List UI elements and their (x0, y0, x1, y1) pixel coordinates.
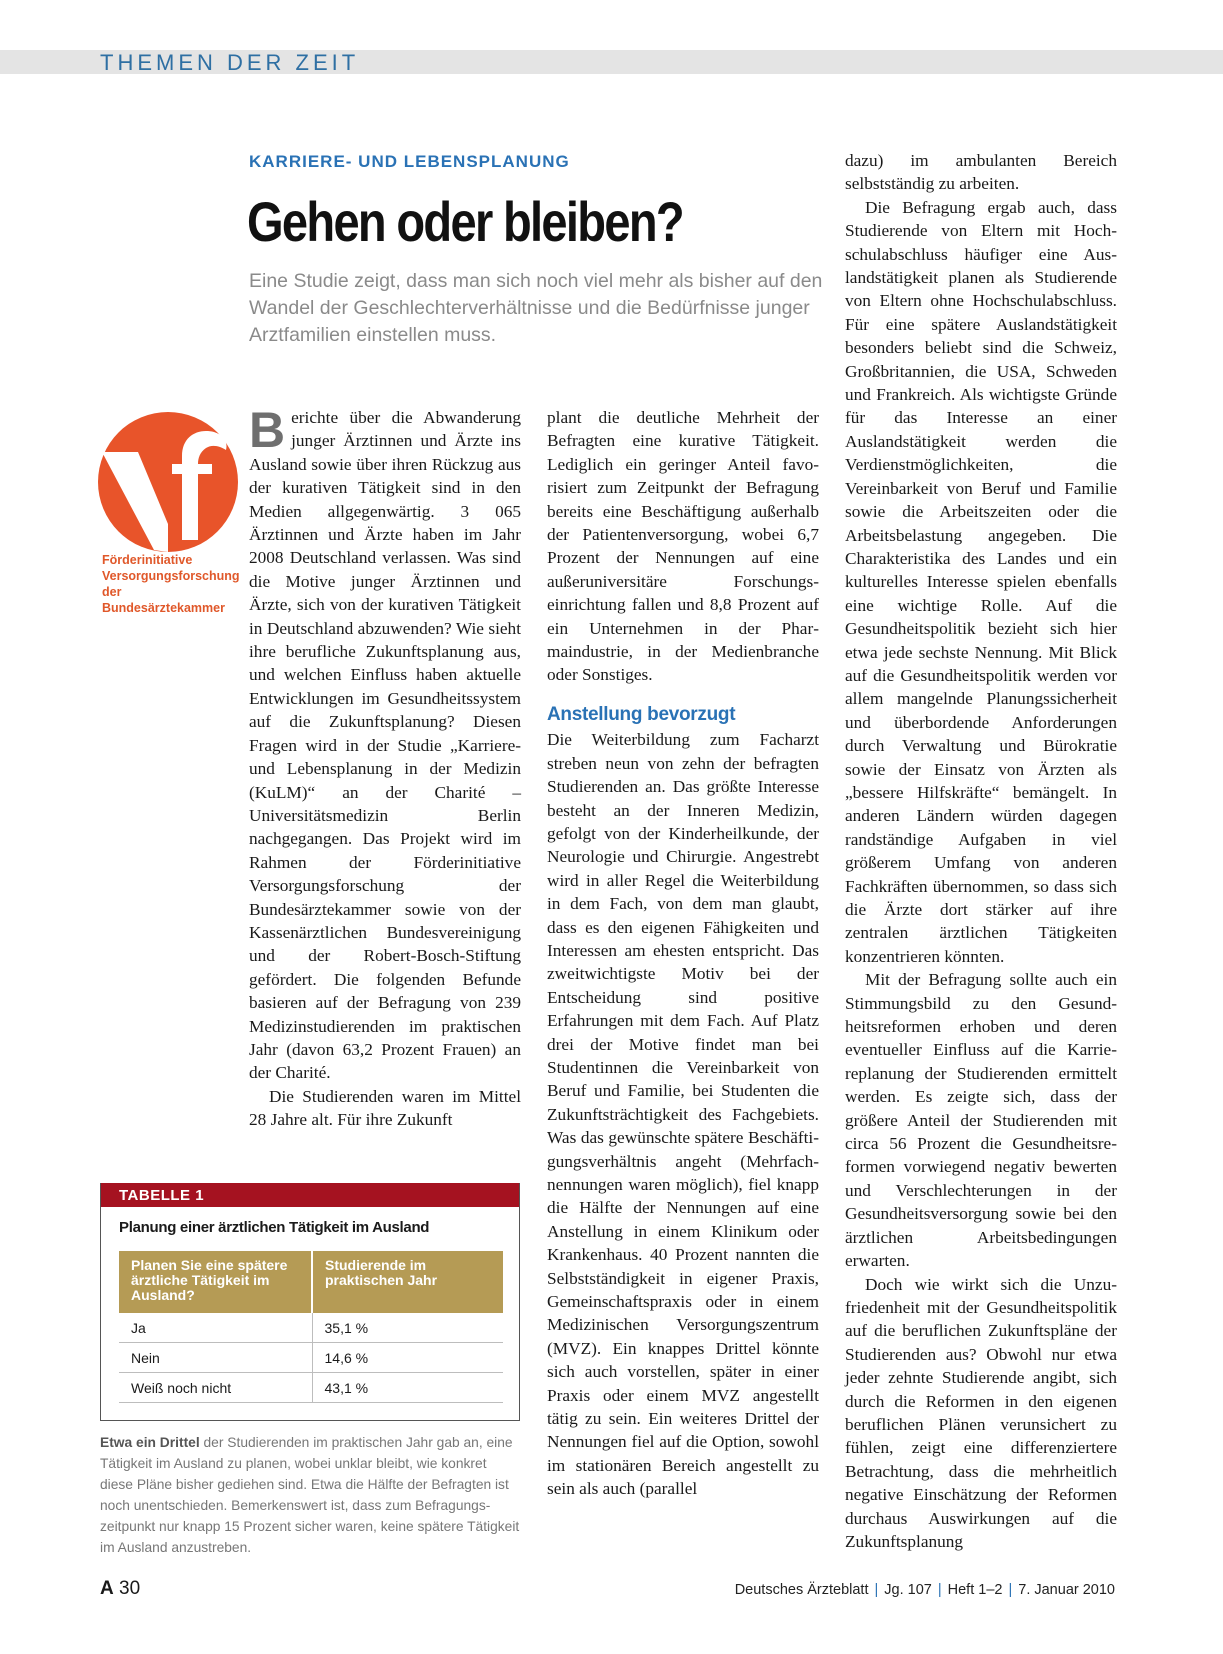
article-paragraph: Doch wie wirkt sich die Unzufriedenheit mit der Gesundheitspolitik auf die beruflichen Zukunftspläne der Studierenden aus? Obwohl nur etwa jeder zehnte Studierende angibt, sich durch die Reformen in den eigenen beruflichen Plänen verunsichert zu fühlen, zeigt eine differenziertere Betrachtung, dass die mehrheitlich negative Einschätzung der Reformen durchaus Auswirkungen auf die Zukunftsplanung (845, 1274, 1117, 1551)
separator: | (1008, 1582, 1013, 1598)
paragraph-text: erichte über die Abwanderung junger Ärztinnen und Ärzte ins Ausland sowie über ihren Rückzug aus der kurativen Tätigkeit sind in den Medien allgegenwärtig. 3 065 Ärztinnen und Ärzte haben im Jahr 2008 Deutschland verlassen. Was sind die Motive junger Ärztinnen und Ärzte, sich von der kurativen Tätigkeit in Deutschland abzuwenden? Wie sieht ihre berufliche Zukunftsplanung aus, und welchen Einfluss haben aktuelle Entwicklungen im Gesundheitssystem auf die Zukunftsplanung? Diesen Fragen wird in der Studie „Karriere- und Lebensplanung in der Medizin (KuLM)“ an der Charité – Universitätsmedizin Berlin nachgegangen. Das Projekt wird im Rahmen der Förderinitiative Versorgungsforschung der Bundesärztekammer sowie von der Kassenärztlichen Bundesvereinigung und der Robert-Bosch-Stiftung gefördert. Die folgenden Befunde basieren auf der Befragung von 239 Medizinstudierenden im praktischen Jahr (davon 63,2 Prozent Frauen) an der Charité. (249, 408, 521, 1083)
article-paragraph: Die Weiterbildung zum Facharzt streben neun von zehn der befragten Studierenden an. Das größte Interesse besteht an der Inneren Medizin, gefolgt von der Kinderheilkunde, der Neurologie und Chirurgie. Angestrebt wird in aller Regel die Weiterbildung in dem Fach, von dem man glaubt, dass es den eigenen Fähigkeiten und Interessen am ehesten entspricht. Das zweitwichtigste Motiv bei der Entscheidung sind positive Erfahrungen mit dem Fach. Auf Platz drei der Motive findet man bei Studentinnen die Vereinbarkeit von Beruf und Familie, bei Studenten die Zukunftsträchtigkeit des Fachgebiets. Was das gewünschte spätere Beschäftigungsverhältnis angeht (Mehrfachnennungen waren möglich), fiel knapp die Hälfte der Nennungen auf eine Anstellung in einem Klinikum oder Krankenhaus. 40 Prozent nannten die Selbstständigkeit in eigener Praxis, Gemeinschaftspraxis oder in einem Medizinischen Versorgungszentrum (MVZ). Ein knappes Drittel könnte sich auch vorstellen, später in einer Praxis oder einem MVZ angestellt tätig zu sein. Ein weiteres Drittel der Nennungen fiel auf die Option, sowohl im stationären Bereich angestellt zu sein als auch (parallel (547, 730, 819, 1499)
journal-volume: Jg. 107 (884, 1582, 932, 1598)
table-cell-answer: Nein (119, 1343, 312, 1373)
foerderinitiative-logo-icon (98, 412, 238, 552)
table-box (100, 1183, 520, 1421)
table-cell-value: 35,1 % (312, 1313, 503, 1343)
table-row (119, 1313, 503, 1343)
table-cell-answer: Ja (119, 1313, 312, 1343)
page-number-value: 30 (119, 1578, 141, 1599)
journal-date: 7. Januar 2010 (1018, 1582, 1115, 1598)
separator: | (937, 1582, 942, 1598)
article-headline: Gehen oder bleiben? (247, 190, 683, 253)
journal-issue: Heft 1–2 (947, 1582, 1003, 1598)
drop-cap: B (249, 402, 286, 458)
table-row (119, 1343, 503, 1373)
table-column-header: Planen Sie eine spätere ärztliche Tätigkeit im Ausland? (119, 1251, 312, 1313)
journal-footer (735, 1582, 1115, 1598)
table-row (119, 1373, 503, 1403)
article-paragraph: Die Befragung ergab auch, dass Studierende von Eltern mit Hochschulabschluss häufiger eine Auslandstätigkeit planen als Studierende von Eltern ohne Hochschulabschluss. Für eine spätere Auslandstätigkeit besonders beliebt sind die Schweiz, Großbritannien, die USA, Schweden und Frankreich. Als wichtigste Gründe für das Interesse an einer Auslandstätigkeit werden die Verdienstmöglichkeiten, die Vereinbarkeit von Beruf und Familie sowie die Arbeitszeiten oder die Arbeitsbelastung angegeben. Die Charakteristika des Landes und ein kulturelles Interesse spielen ebenfalls eine wichtige Rolle. Auf die Gesundheitspolitik bezieht sich hier etwa jede sechste Nennung. Mit Blick auf die Gesundheitspolitik werden vor allem mangelnde Planungssicherheit und überbordende Anforderungen durch Verwaltung und Bürokratie sowie der Einsatz von Ärzten als „bessere Hilfskräfte“ bemängelt. In anderen Ländern würden dagegen randständige Aufgaben in viel größerem Umfang von anderen Fachkräften übernommen, so dass sich die Ärzte dort stärker auf ihre zentralen ärztlichen Tätigkeiten konzentrieren könnten. (845, 197, 1117, 966)
page-prefix: A (100, 1578, 114, 1599)
section-label: THEMEN DER ZEIT (100, 50, 360, 75)
text-column-1 (249, 402, 521, 1130)
article-standfirst: Eine Studie zeigt, dass man sich noch viel mehr als bisher auf den Wandel der Geschlechterverhältnisse und die Bedürfnisse junger Arztfamilien einstellen muss. (249, 270, 823, 346)
table-header-row (119, 1251, 503, 1313)
article-paragraph: dazu) im ambulanten Bereich selbstständig zu arbeiten. (845, 151, 1117, 194)
text-column-3 (845, 149, 1117, 1549)
table-title: Planung einer ärztlichen Tätigkeit im Ausland (119, 1219, 430, 1236)
table-cell-answer: Weiß noch nicht (119, 1373, 312, 1403)
article-kicker: KARRIERE- UND LEBENSPLANUNG (249, 152, 570, 171)
table-label: TABELLE 1 (101, 1183, 519, 1207)
article-paragraph (249, 402, 521, 1085)
table-caption-text: der Studierenden im praktischen Jahr gab an, eine Tätigkeit im Ausland zu planen, wobei unklar bleibt, wie konkret diese Pläne bisher gediehen sind. Etwa die Hälfte der Befragten ist noch unentschieden. Bemerkenswert ist, dass zum Befragungszeitpunkt nur knapp 15 Prozent sicher waren, keine spätere Tätigkeit im Ausland anzustreben. (100, 1435, 520, 1555)
article-paragraph: Mit der Befragung sollte auch ein Stimmungsbild zu den Gesundheitsreformen erhoben und deren eventueller Einfluss auf die Karriereplanung der Studierenden ermittelt werden. Es zeigte sich, dass der größere Anteil der Studierenden mit circa 56 Prozent die Gesundheitsreformen vorwiegend negativ bewerten und Verschlechterungen in der Gesundheitsversorgung sowie bei den ärztlichen Arbeitsbedingungen erwarten. (845, 970, 1117, 1271)
article-paragraph: plant die deutliche Mehrheit der Befragten eine kurative Tätigkeit. Lediglich ein geringer Anteil favorisiert zum Zeitpunkt der Befragung bereits eine Beschäftigung außerhalb der Patientenversorgung, wobei 6,7 Prozent der Nennungen auf eine außeruniversitäre Forschungseinrichtung fallen und 8,8 Prozent auf ein Unternehmen in der Pharmaindustrie, in der Medienbranche oder Sonstiges. (547, 408, 819, 685)
table-column-header: Studierende im praktischen Jahr (312, 1251, 503, 1313)
logo-caption: Förderinitiative Versorgungsforschung der Bundesärztekammer (102, 553, 240, 615)
text-column-2 (547, 406, 819, 1556)
table-cell-value: 14,6 % (312, 1343, 503, 1373)
journal-name: Deutsches Ärzteblatt (734, 1582, 869, 1598)
article-paragraph: Die Studierenden waren im Mittel 28 Jahre alt. Für ihre Zukunft (249, 1086, 521, 1130)
page-number (100, 1578, 140, 1600)
separator: | (874, 1582, 879, 1598)
article-subheading: Anstellung bevorzugt (547, 703, 736, 725)
data-table (119, 1251, 503, 1403)
table-caption-lead: Etwa ein Drittel (100, 1435, 200, 1450)
table-caption (100, 1432, 520, 1558)
table-cell-value: 43,1 % (312, 1373, 503, 1403)
